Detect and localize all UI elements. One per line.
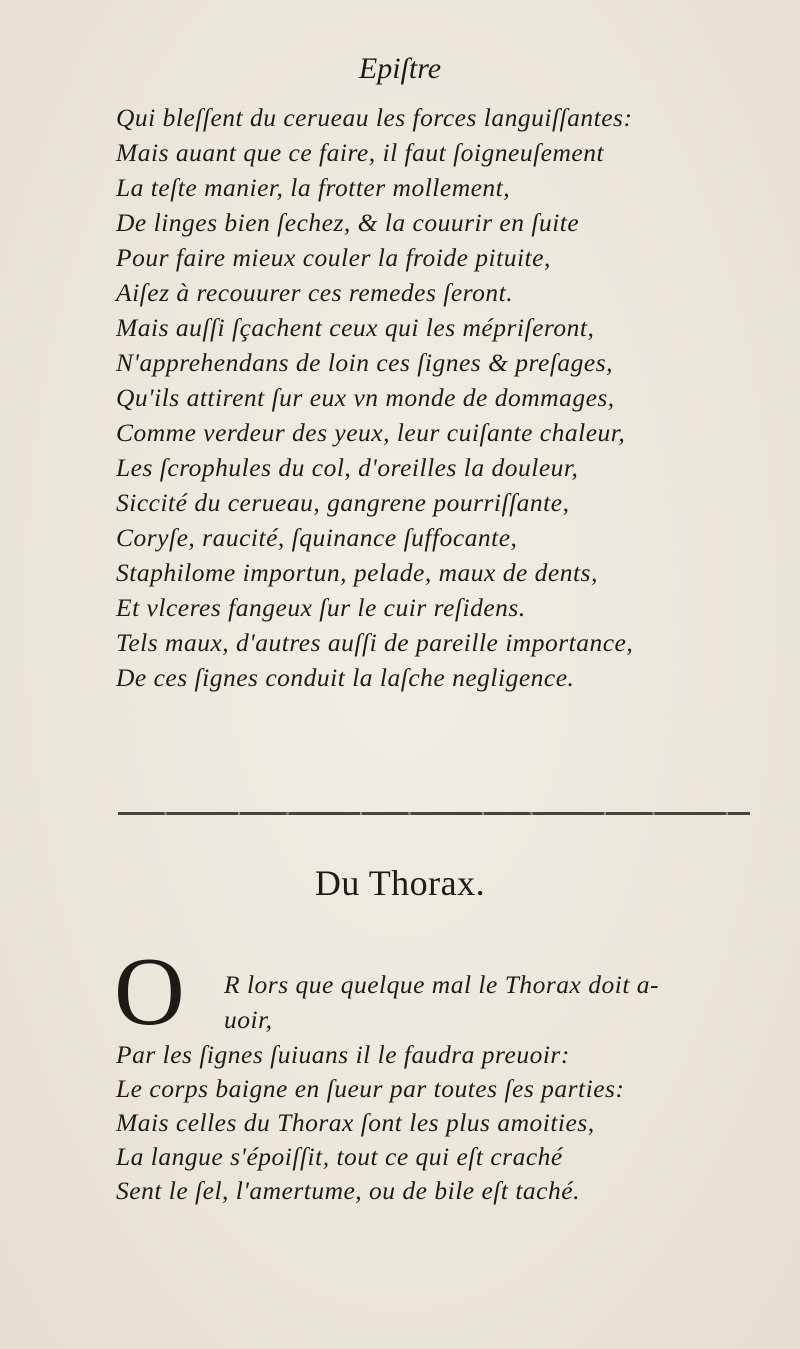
section-divider-rule [118, 812, 750, 815]
verse-line: uoir, [224, 1005, 273, 1034]
verse-line: Pour faire mieux couler la froide pituite, [116, 243, 551, 272]
verse-line: De ces ſignes conduit la laſche negligence. [116, 663, 575, 692]
section-verse-block [116, 1039, 776, 1209]
verse-line: De linges bien ſechez, & la couurir en ſuite [116, 208, 580, 237]
verse-line: Mais celles du Thorax ſont les plus amoities, [116, 1108, 595, 1137]
verse-line: Par les ſignes ſuiuans il le faudra preuoir: [116, 1040, 570, 1069]
running-head: Epiſtre [358, 52, 442, 85]
verse-line: Qu'ils attirent ſur eux vn monde de dommages, [116, 383, 615, 412]
verse-line: Siccité du cerueau, gangrene pourriſſante, [116, 488, 570, 517]
verse-line: Aiſez à recouurer ces remedes ſeront. [116, 278, 514, 307]
epistle-verse-block [116, 100, 776, 695]
verse-line: N'apprehendans de loin ces ſignes & preſages, [116, 348, 614, 377]
verse-line: Coryſe, raucité, ſquinance ſuffocante, [116, 523, 518, 552]
verse-line: Comme verdeur des yeux, leur cuiſante chaleur, [116, 418, 626, 447]
verse-line: La teſte manier, la frotter mollement, [116, 173, 511, 202]
drop-cap: O [114, 938, 185, 1046]
verse-line: Les ſcrophules du col, d'oreilles la douleur, [116, 453, 579, 482]
verse-line: Mais auant que ce faire, il faut ſoigneuſement [116, 138, 605, 167]
verse-line: Qui bleſſent du cerueau les forces languiſſantes: [116, 103, 633, 132]
verse-line: R lors que quelque mal le Thorax doit a- [224, 970, 660, 999]
section-title: Du Thorax. [314, 863, 486, 903]
verse-line: Et vlceres fangeux ſur le cuir reſidens. [116, 593, 526, 622]
section-opening-lines [224, 967, 784, 1037]
verse-line: Staphilome importun, pelade, maux de dents, [116, 558, 598, 587]
verse-line: La langue s'époiſſit, tout ce qui eſt craché [116, 1142, 563, 1171]
verse-line: Le corps baigne en ſueur par toutes ſes parties: [116, 1074, 625, 1103]
verse-line: Mais auſſi ſçachent ceux qui les mépriſeront, [116, 313, 595, 342]
verse-line: Tels maux, d'autres auſſi de pareille importance, [116, 628, 634, 657]
verse-line: Sent le ſel, l'amertume, ou de bile eſt taché. [116, 1176, 580, 1205]
